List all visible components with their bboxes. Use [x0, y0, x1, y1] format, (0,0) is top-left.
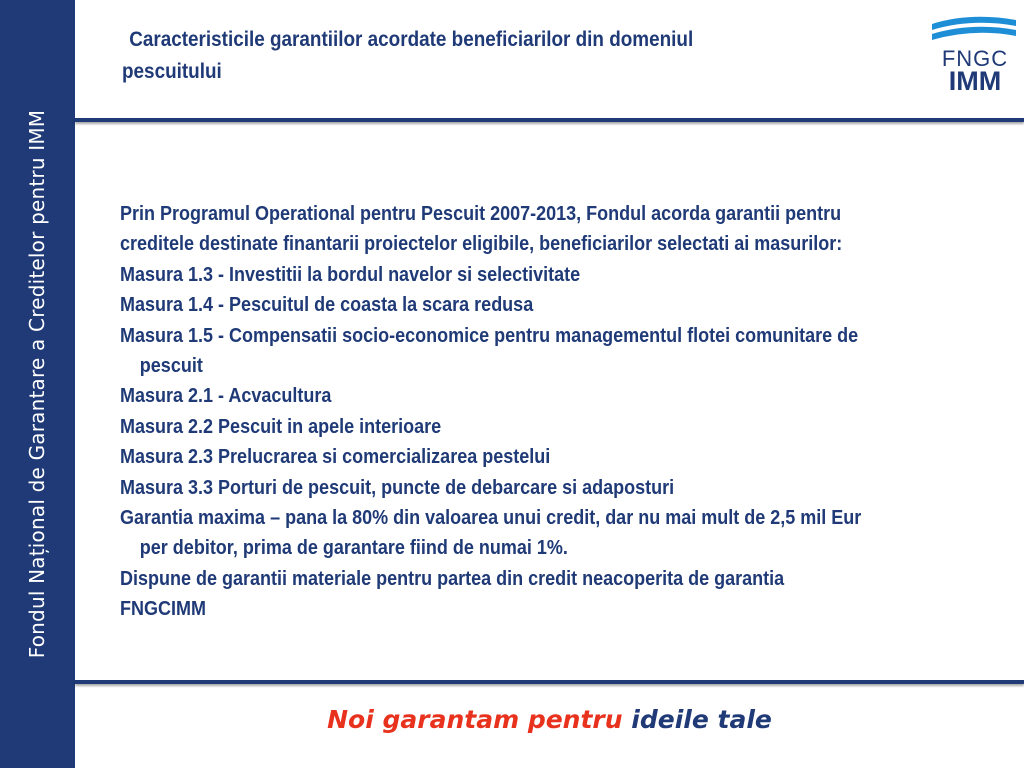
- logo-imm-text: IMM: [948, 66, 1002, 92]
- tagline-part-1: Noi garantam pentru: [327, 705, 623, 734]
- header-divider: [75, 118, 1024, 122]
- content-line: Garantia maxima – pana la 80% din valoarea unui credit, dar nu mai mult de 2,5 mil Eur: [120, 507, 862, 530]
- content-line: creditele destinate finantarii proiectelor eligibile, beneficiarilor selectati ai masurilor:: [120, 233, 843, 256]
- content-line: Dispune de garantii materiale pentru partea din credit neacoperita de garantia: [120, 567, 785, 590]
- side-banner: [0, 0, 75, 768]
- title-line-1: Caracteristicile garantiilor acordate beneficiarilor din domeniul: [129, 28, 694, 51]
- title-line-2: pescuitului: [122, 60, 222, 83]
- content-body: [120, 199, 984, 625]
- content-line: Prin Programul Operational pentru Pescuit 2007-2013, Fondul acorda garantii pentru: [120, 203, 842, 225]
- content-line: Masura 3.3 Porturi de pescuit, puncte de debarcare si adaposturi: [120, 476, 675, 499]
- organization-name: Fondul Național de Garantare a Creditelor pentru IMM: [25, 109, 49, 659]
- content-line: FNGCIMM: [120, 598, 206, 621]
- logo-fngc-text: FNGC: [941, 46, 1009, 71]
- footer-tagline: [0, 705, 1024, 734]
- content-line: Masura 1.3 - Investitii la bordul navelor si selectivitate: [120, 263, 581, 286]
- content-line: Masura 1.5 - Compensatii socio-economice pentru managementul flotei comunitare de: [120, 324, 859, 347]
- content-line: Masura 2.2 Pescuit in apele interioare: [120, 415, 442, 438]
- content-line: pescuit: [139, 355, 203, 378]
- wave-icon: [932, 17, 1016, 40]
- tagline-part-2: ideile tale: [631, 705, 772, 734]
- content-line: Masura 1.4 - Pescuitul de coasta la scara redusa: [120, 294, 534, 317]
- content-line: per debitor, prima de garantare fiind de numai 1%.: [139, 537, 568, 560]
- slide-title: [122, 24, 788, 88]
- content-line: Masura 2.1 - Acvacultura: [120, 385, 332, 408]
- footer-divider: [75, 680, 1024, 684]
- content-line: Masura 2.3 Prelucrarea si comercializarea pestelui: [120, 446, 551, 469]
- fngc-imm-logo: [920, 10, 1020, 92]
